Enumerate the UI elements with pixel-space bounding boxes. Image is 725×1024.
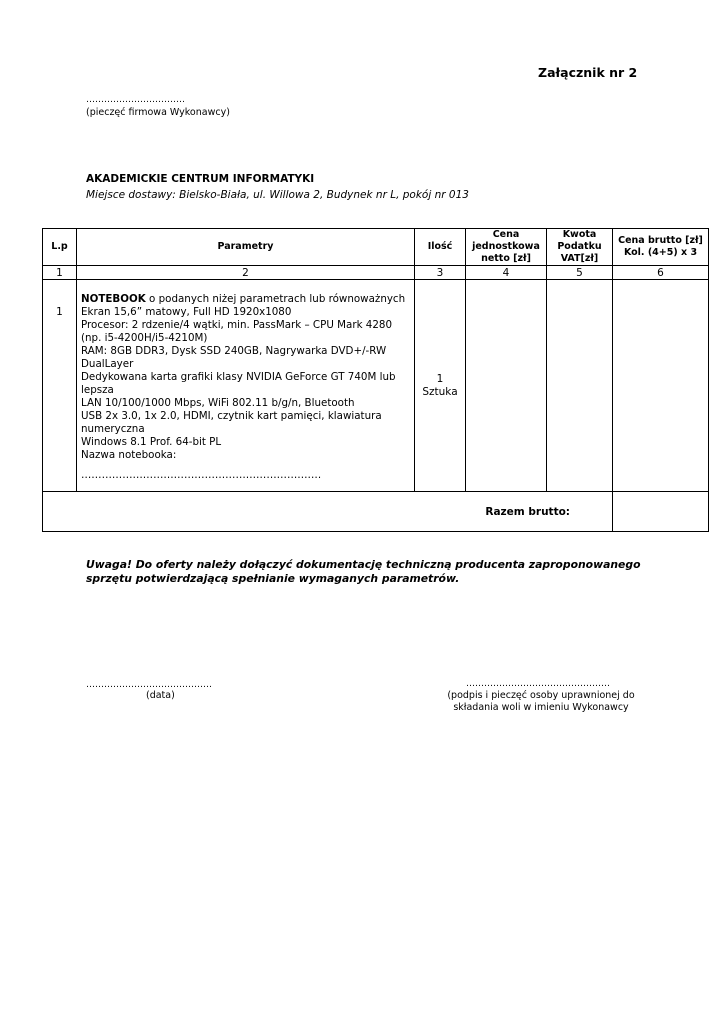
header-unit-price-line1: Cena [492, 229, 520, 240]
header-vat-line3: VAT[zł] [560, 253, 599, 264]
col-number: 3 [415, 266, 466, 280]
attachment-number: Załącznik nr 2 [538, 65, 638, 80]
col-number: 2 [77, 266, 415, 280]
gross-price-field[interactable] [613, 280, 709, 492]
col-number: 4 [466, 266, 547, 280]
header-unit-price-line2: jednostkowa [472, 241, 540, 252]
header-unit-price-line3: netto [zł] [481, 253, 531, 264]
item-title-rest: o podanych niżej parametrach lub równoważnych [145, 293, 406, 305]
company-stamp-placeholder: …………………………… [86, 95, 185, 105]
item-title: NOTEBOOK [81, 293, 146, 305]
item-qty-unit: Sztuka [422, 385, 458, 398]
header-params: Parametry [77, 229, 415, 266]
table-row [43, 280, 709, 492]
header-unit-price [466, 229, 547, 266]
vat-amount-field[interactable] [547, 280, 613, 492]
column-number-row [43, 266, 709, 280]
warning-note: Uwaga! Do oferty należy dołączyć dokumentację techniczną producenta zaproponowanego sprzętu potwierdzającą spełnianie wymaganych parametrów. [86, 558, 641, 585]
delivery-location: Miejsce dostawy: Bielsko-Biała, ul. Willowa 2, Budynek nr L, pokój nr 013 [86, 189, 469, 201]
header-vat [547, 229, 613, 266]
signature-field[interactable]: ………………………………………… [466, 679, 610, 689]
unit-price-field[interactable] [466, 280, 547, 492]
header-vat-line1: Kwota [562, 229, 597, 240]
col-number: 6 [613, 266, 709, 280]
header-qty: Ilość [415, 229, 466, 266]
item-qty-number: 1 [436, 372, 444, 385]
table-header-row [43, 229, 709, 266]
param-line: LAN 10/100/1000 Mbps, WiFi 802.11 b/g/n, Bluetooth [81, 397, 355, 409]
organization-name: AKADEMICKIE CENTRUM INFORMATYKI [86, 173, 315, 185]
header-gross [613, 229, 709, 266]
param-line: Windows 8.1 Prof. 64-bit PL [81, 436, 222, 448]
param-line: Ekran 15,6” matowy, Full HD 1920x1080 [81, 306, 292, 318]
header-vat-line2: Podatku [557, 241, 602, 252]
header-lp: L.p [43, 229, 77, 266]
item-qty [415, 280, 466, 492]
total-gross-label: Razem brutto: [43, 492, 613, 532]
param-line: Dedykowana karta grafiki klasy NVIDIA GeForce GT 740M lub lepsza [81, 371, 396, 396]
item-title-line [81, 293, 410, 306]
company-stamp-label: (pieczęć firmowa Wykonawcy) [86, 107, 230, 118]
total-gross-field[interactable] [613, 492, 709, 532]
item-params [77, 280, 415, 492]
notebook-name-field[interactable]: ……………………………………………………………. [81, 469, 322, 481]
col-number: 5 [547, 266, 613, 280]
date-field[interactable]: …………………………………… [86, 680, 212, 690]
signature-label: (podpis i pieczęć osoby uprawnionej do składania woli w imieniu Wykonawcy [447, 690, 635, 713]
offer-table [42, 228, 709, 532]
item-lp: 1 [43, 280, 77, 492]
param-line: Nazwa notebooka: [81, 449, 177, 461]
header-gross-line1: Cena brutto [zł] [618, 235, 703, 246]
date-label: (data) [146, 690, 175, 701]
col-number: 1 [43, 266, 77, 280]
param-line: RAM: 8GB DDR3, Dysk SSD 240GB, Nagrywarka DVD+/-RW DualLayer [81, 345, 387, 370]
param-line: USB 2x 3.0, 1x 2.0, HDMI, czytnik kart pamięci, klawiatura numeryczna [81, 410, 382, 435]
total-row [43, 492, 709, 532]
header-gross-line2: Kol. (4+5) x 3 [623, 247, 698, 258]
param-line: Procesor: 2 rdzenie/4 wątki, min. PassMark – CPU Mark 4280 (np. i5-4200H/i5-4210M) [81, 319, 393, 344]
